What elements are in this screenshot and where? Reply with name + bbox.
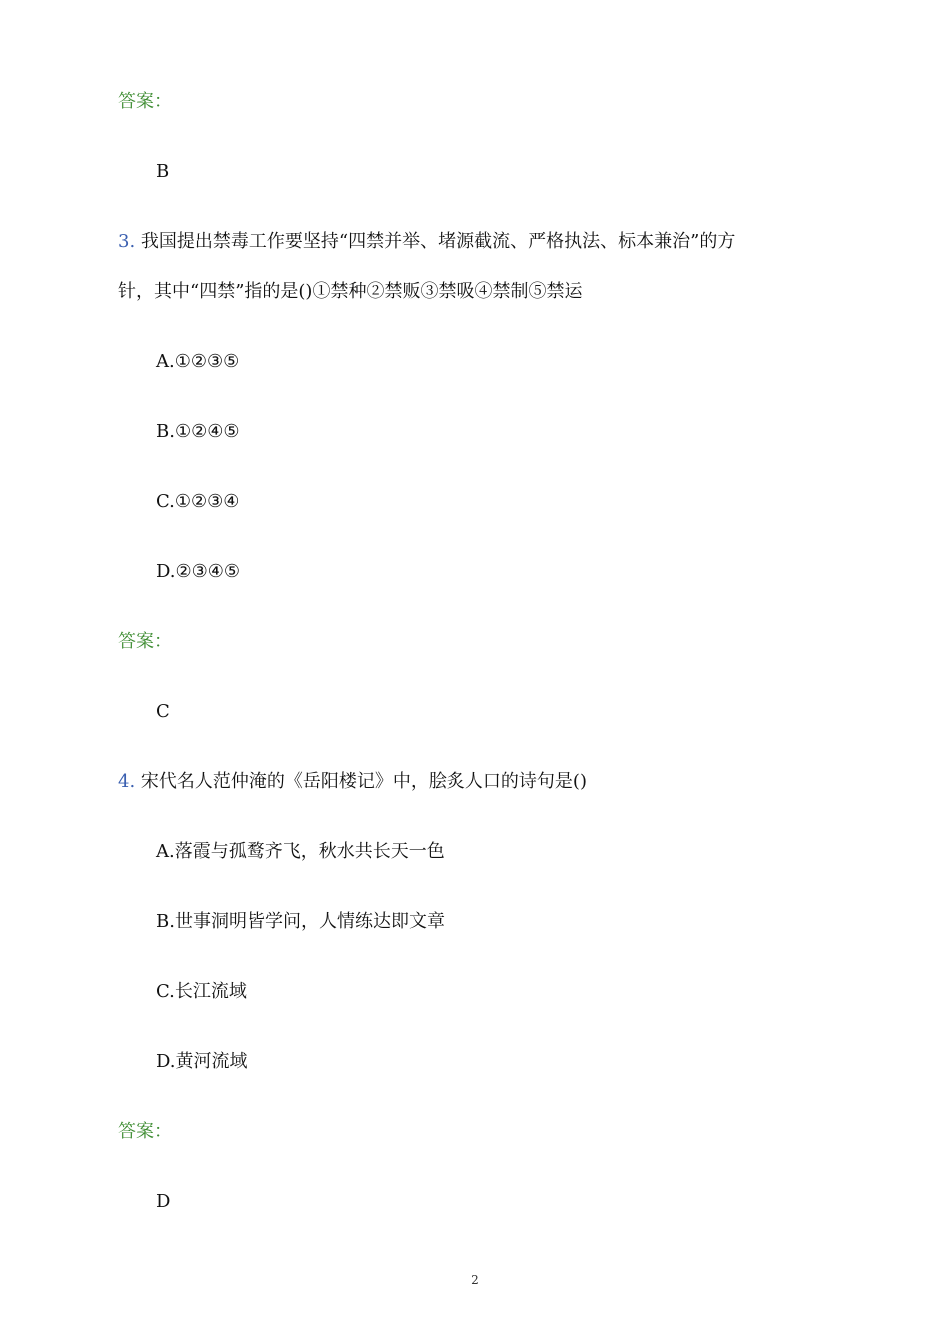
question-3-stem-line-1: 3. 我国提出禁毒工作要坚持“四禁并举、堵源截流、严格执法、标本兼治”的方	[118, 231, 736, 252]
option-c: C.①②③④	[156, 491, 240, 512]
option-a: A.落霞与孤鹜齐飞，秋水共长天一色	[156, 841, 445, 862]
answer-label: 答案：	[118, 631, 172, 652]
answer-value: D	[156, 1191, 171, 1212]
question-3-stem-line-2: 针，其中“四禁”指的是()①禁种②禁贩③禁吸④禁制⑤禁运	[118, 281, 583, 302]
question-number: 3	[118, 231, 130, 252]
option-d: D.黄河流域	[156, 1051, 248, 1072]
answer-value: C	[156, 701, 170, 722]
answer-label: 答案：	[118, 91, 172, 112]
question-number: 4	[118, 771, 130, 792]
option-a: A.①②③⑤	[156, 351, 240, 372]
option-c: C.长江流域	[156, 981, 247, 1002]
question-4-stem: 4. 宋代名人范仲淹的《岳阳楼记》中，脍炙人口的诗句是()	[118, 771, 587, 792]
page-number: 2	[471, 1273, 479, 1287]
question-text: 宋代名人范仲淹的《岳阳楼记》中，脍炙人口的诗句是()	[140, 771, 587, 792]
option-b: B.世事洞明皆学问，人情练达即文章	[156, 911, 445, 932]
question-text: 我国提出禁毒工作要坚持“四禁并举、堵源截流、严格执法、标本兼治”的方	[140, 231, 736, 252]
option-d: D.②③④⑤	[156, 561, 241, 582]
answer-label: 答案：	[118, 1121, 172, 1142]
answer-value: B	[156, 161, 170, 182]
option-b: B.①②④⑤	[156, 421, 240, 442]
